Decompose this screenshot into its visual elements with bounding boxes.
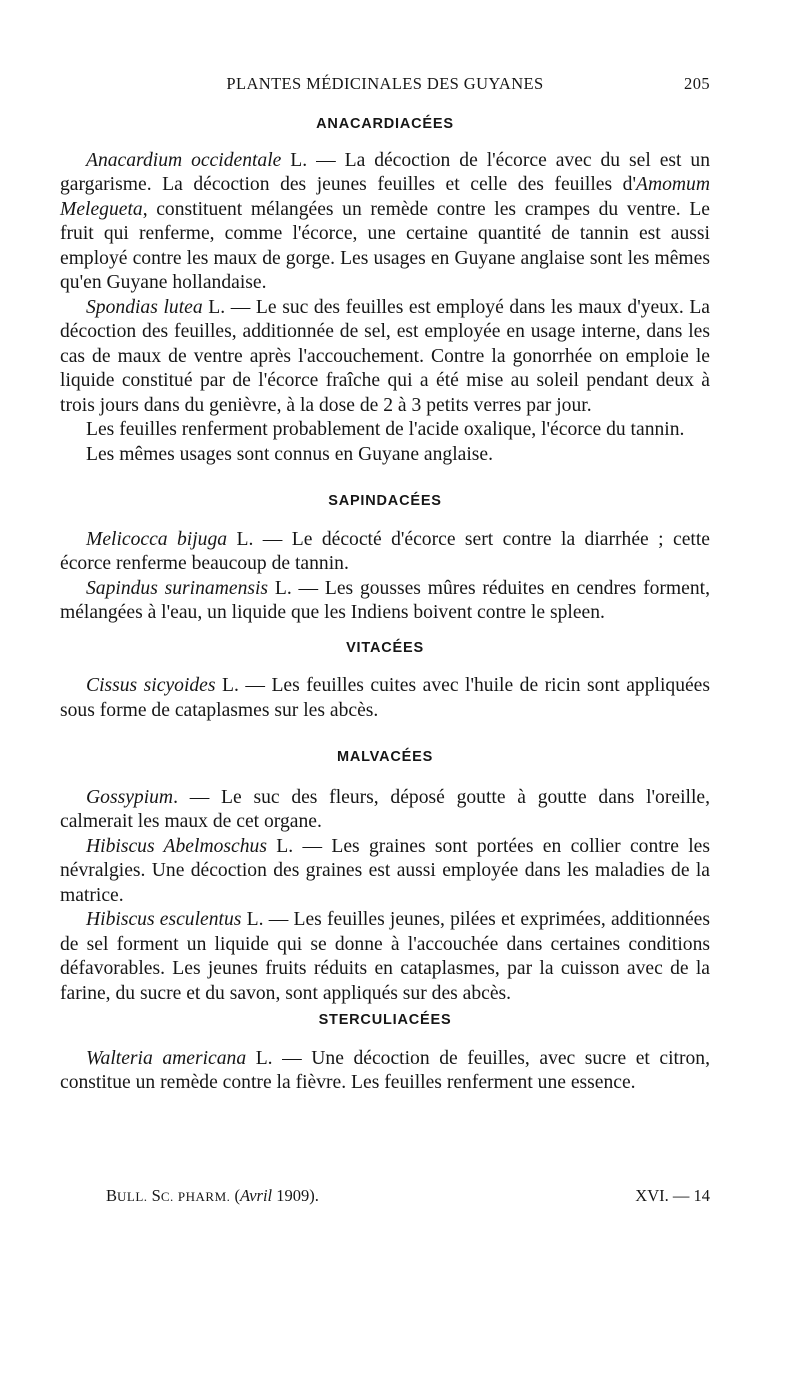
entry-text: L. — Les graines sont portées en collier contre les névralgies. Une décoction des graines est aussi employée dans les maladies de la matrice. (60, 835, 710, 906)
species-name: Cissus sicyoides (86, 675, 216, 696)
volume-signature: XVI. — 14 (635, 1186, 710, 1205)
species-name: Walteria americana (86, 1047, 247, 1069)
family-heading-anacardiacees: ANACARDIACÉES (316, 116, 454, 132)
species-name: Spondias lutea (86, 296, 203, 318)
page-number: 205 (684, 74, 710, 93)
entry-text: Les mêmes usages sont connus en Guyane anglaise. (86, 443, 494, 465)
page-header (60, 74, 710, 98)
family-heading-vitacees: VITACÉES (346, 639, 424, 656)
entry-text: . — Le suc des fleurs, déposé goutte à goutte dans l'oreille, calmerait les maux de cet organe. (60, 786, 710, 832)
journal-abbrev: PHARM. (177, 1189, 231, 1204)
entry-walteria (60, 1047, 710, 1096)
species-name: Melicocca bijuga (86, 528, 228, 550)
entry-note (60, 443, 710, 468)
entry-anacardium (60, 149, 710, 296)
page-body (60, 112, 710, 1096)
paren: ). (309, 1186, 319, 1205)
entry-note (60, 418, 710, 443)
entry-sapindus (60, 577, 710, 626)
entry-text: Les feuilles renferment probablement de l'acide oxalique, l'écorce du tannin. (86, 419, 685, 440)
journal-initial: B (106, 1186, 118, 1205)
entry-hibiscus-abelmoschus (60, 835, 710, 909)
entry-text: L. — Une décoction de feuilles, avec sucre et citron, constitue un remède contre la fièvre. Les feuilles renferment une essence. (60, 1047, 711, 1093)
entry-text: L. — Le décocté d'écorce sert contre la diarrhée ; cette écorce renferme beaucoup de tannin. (60, 528, 710, 574)
journal-initial: S (151, 1186, 161, 1205)
entry-cissus (60, 674, 710, 723)
species-name: Amomum Melegueta (60, 174, 710, 220)
entry-melicocca (60, 528, 710, 577)
entry-spondias (60, 296, 710, 419)
journal-abbrev: C. (160, 1189, 174, 1204)
entry-text: L. — Les gousses mûres réduites en cendres forment, mélangées à l'eau, un liquide que les Indiens boivent contre le spleen. (60, 577, 710, 623)
species-name: Sapindus surinamensis (86, 577, 269, 599)
family-heading-sterculiacees: STERCULIACÉES (318, 1012, 452, 1028)
species-name: Anacardium occidentale (86, 149, 282, 171)
journal-citation (106, 1186, 319, 1206)
family-heading-sapindacees: SAPINDACÉES (328, 493, 442, 509)
species-name: Hibiscus esculentus (86, 909, 242, 930)
entry-text: L. — La décoction de l'écorce avec du sel est un gargarisme. La décoction des jeunes feuilles et celle des feuilles d' (60, 149, 710, 195)
entry-text: L. — Les feuilles cuites avec l'huile de ricin sont appliquées sous forme de cataplasmes sur les abcès. (60, 675, 711, 721)
entry-text: L. — Les feuilles jeunes, pilées et exprimées, additionnées de sel forment un liquide qui se donne à l'accouchée dans certaines conditions défavorables. Les jeunes fruits réduits en cataplasmes, par la cuisson avec de la farine, du sucre et du savon, sont appliqués sur des abcès. (60, 909, 710, 1004)
family-heading-malvacees: MALVACÉES (336, 749, 434, 765)
species-name: Hibiscus Abelmoschus (86, 835, 267, 857)
entry-text: L. — Le suc des feuilles est employé dans les maux d'yeux. La décoction des feuilles, additionnée de sel, est employée en usage interne, dans les cas de maux de ventre après l'accouchement. Contre la gonorrhée on emploie le liquide constitué par de l'écorce fraîche qui a été mise au soleil pendant deux à trois jours dans du genièvre, à la dose de 2 à 3 petits verres par jour. (60, 296, 710, 416)
paren: ( (234, 1186, 241, 1205)
running-title: PLANTES MÉDICINALES DES GUYANES (226, 74, 544, 93)
page-footer (106, 1186, 710, 1210)
entry-gossypium (60, 786, 710, 835)
entry-hibiscus-esculentus (60, 908, 710, 1006)
issue-month: Avril (240, 1186, 273, 1205)
entry-text: , constituent mélangées un remède contre les crampes du ventre. Le fruit qui renferme, comme l'écorce, une certaine quantité de tannin est aussi employé contre les maux de gorge. Les usages en Guyane anglaise sont les mêmes qu'en Guyane hollandaise. (60, 198, 710, 293)
journal-abbrev: ULL. (117, 1189, 148, 1204)
issue-year: 1909 (276, 1186, 310, 1205)
species-name: Gossypium (86, 786, 174, 808)
